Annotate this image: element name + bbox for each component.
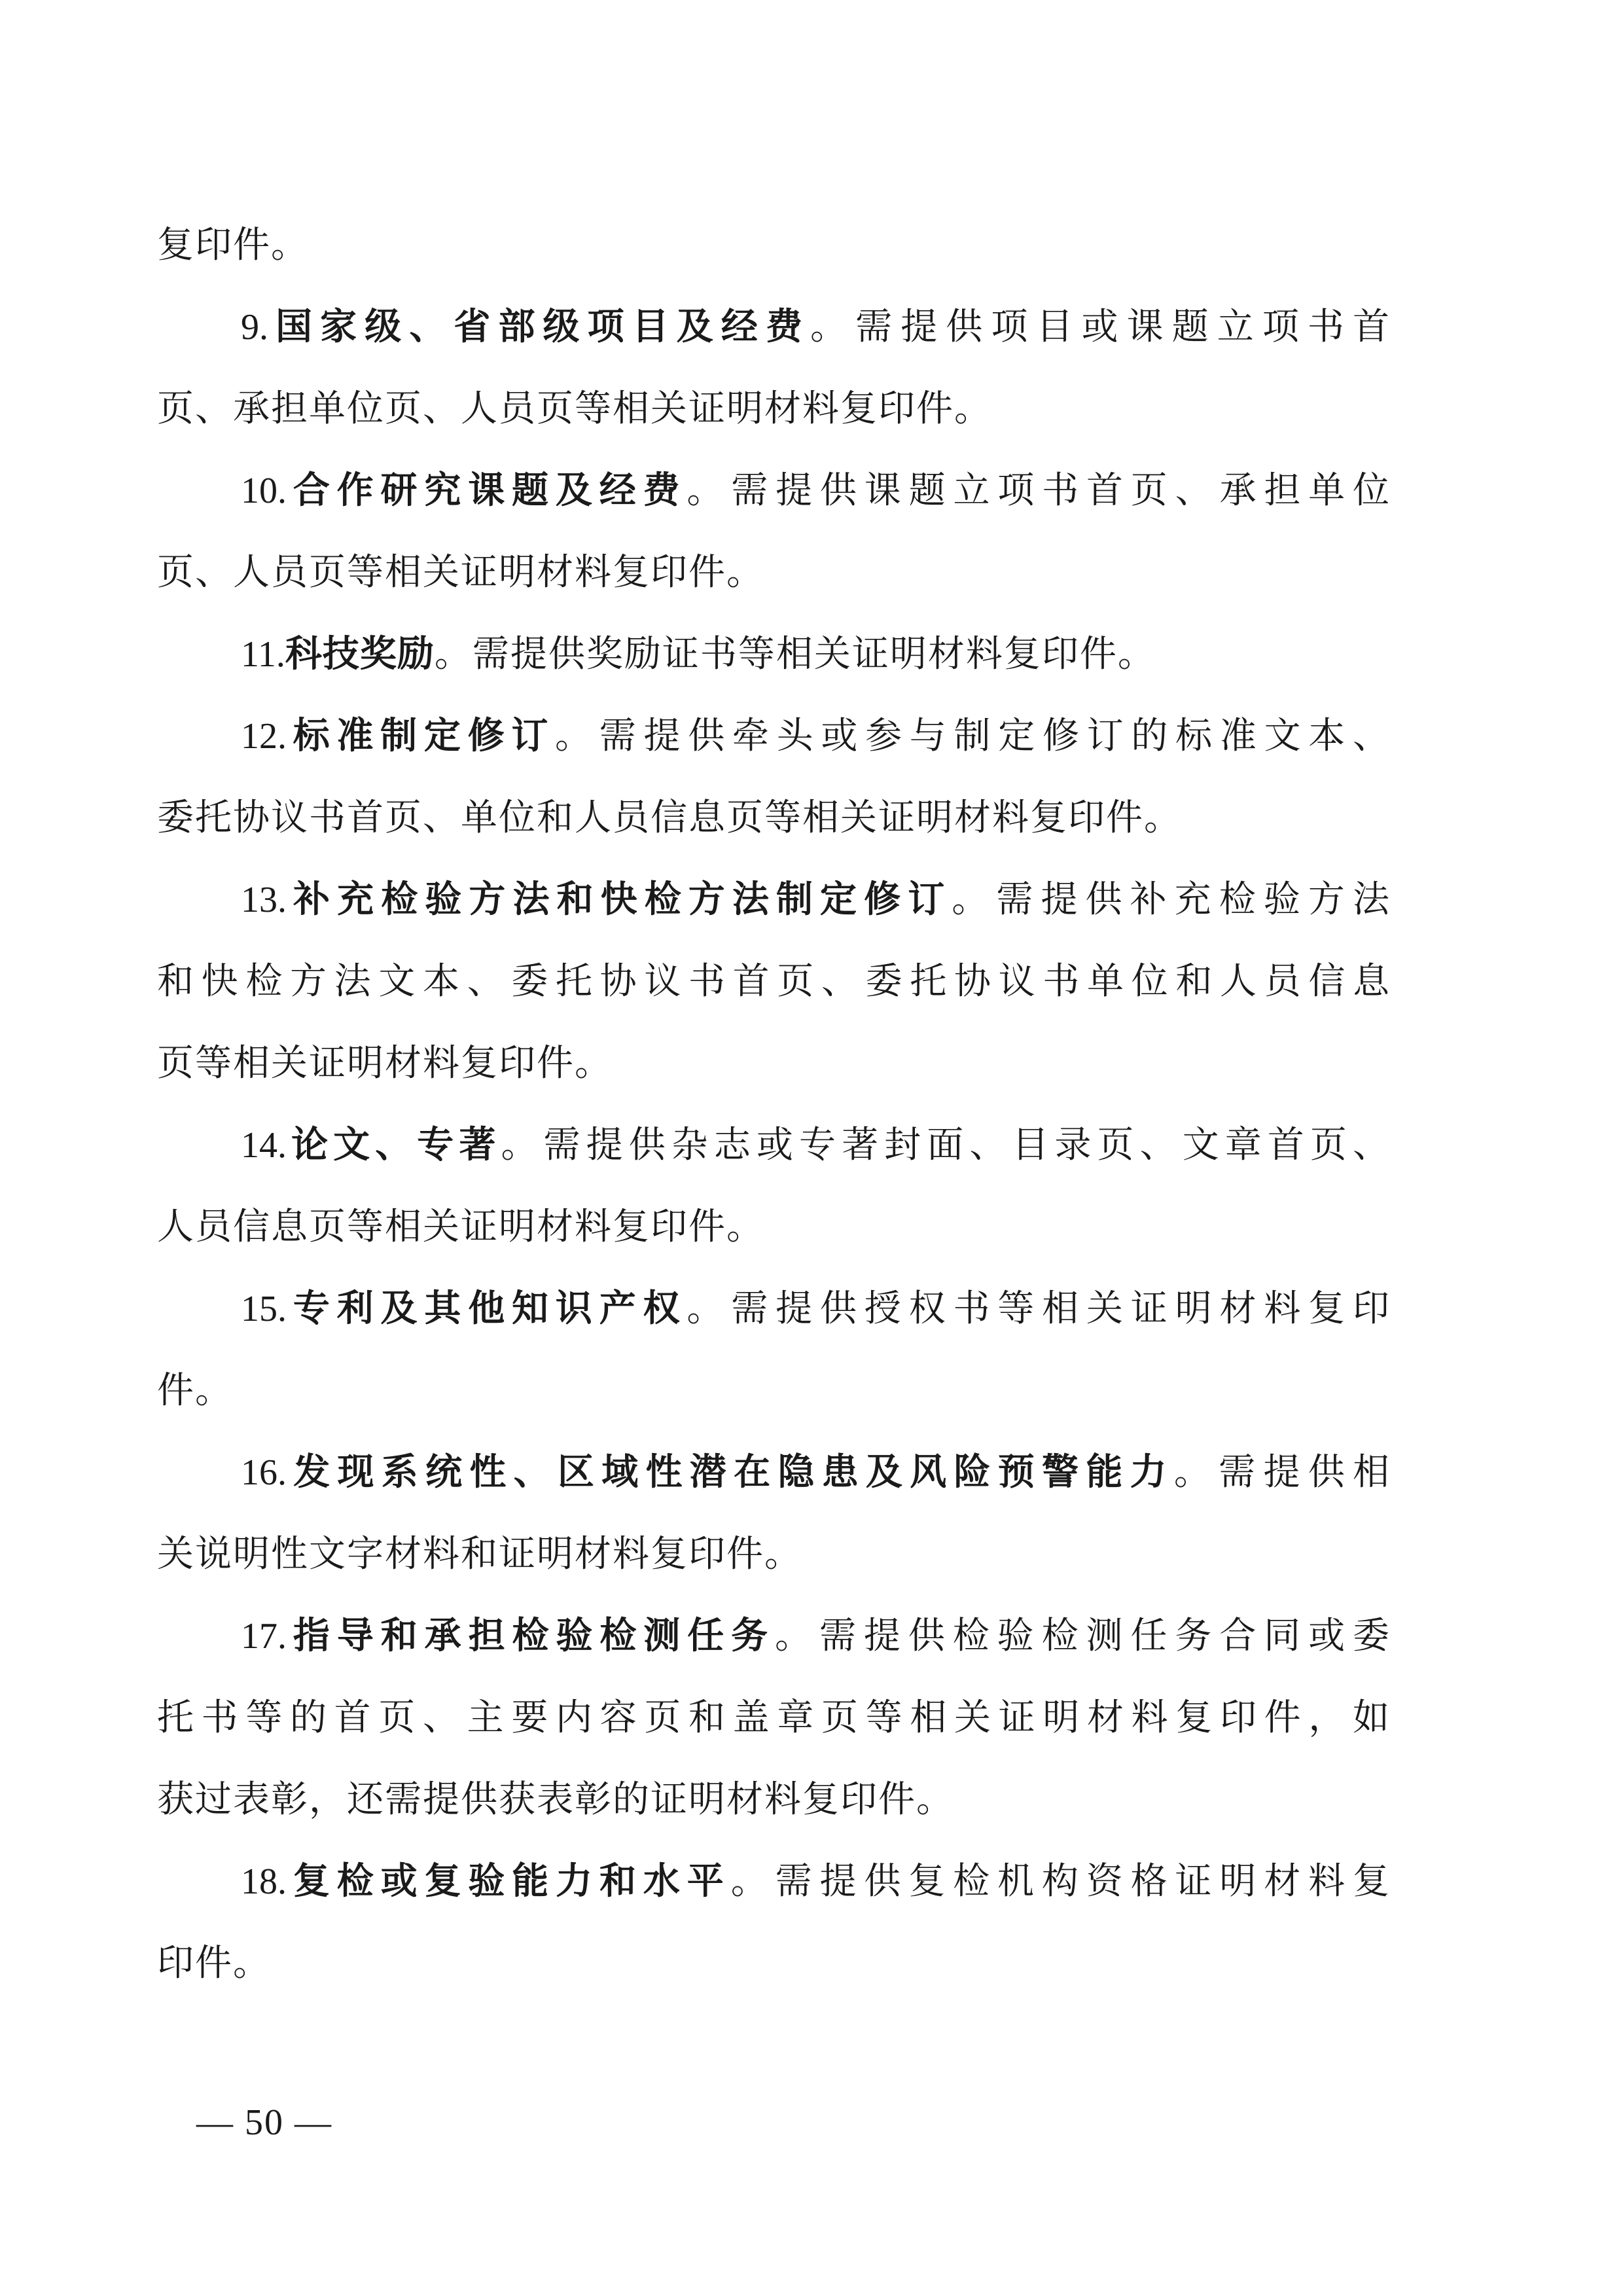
body-text-segment: 。需提供检验检测任务合同或委: [775, 1615, 1391, 1657]
item-heading: 补充检验方法和快检方法制定修订: [287, 878, 952, 921]
text-line: [157, 1268, 1391, 1350]
item-number: 16.: [241, 1452, 287, 1493]
body-text-segment: 。需提供课题立项书首页、承担单位: [687, 469, 1391, 512]
body-text-segment: 。需提供授权书等相关证明材料复印: [687, 1287, 1391, 1330]
text-line: [157, 1186, 1391, 1268]
text-line: [157, 1350, 1391, 1431]
body-text-segment: 委托协议书首页、单位和人员信息页等相关证明材料复印件。: [157, 797, 1182, 839]
text-line: [157, 1022, 1391, 1104]
text-line: [157, 859, 1391, 941]
body-text-segment: 页等相关证明材料复印件。: [157, 1042, 613, 1085]
text-line: [157, 1104, 1391, 1186]
text-line: [157, 1513, 1391, 1595]
text-line: [157, 531, 1391, 613]
body-text-segment: 页、人员页等相关证明材料复印件。: [157, 551, 764, 594]
item-heading: 合作研究课题及经费: [287, 469, 687, 512]
page-number: — 50 —: [196, 2102, 332, 2143]
item-heading: 国家级、省部级项目及经费: [268, 306, 811, 348]
item-number: 18.: [241, 1861, 287, 1902]
body-text-segment: 。需提供奖励证书等相关证明材料复印件。: [434, 633, 1156, 675]
item-number: 12.: [241, 716, 287, 757]
body-text-segment: 印件。: [157, 1942, 271, 1984]
body-text-segment: 。需提供复检机构资格证明材料复: [730, 1860, 1391, 1903]
body-text-segment: 。需提供牵头或参与制定修订的标准文本、: [555, 715, 1391, 757]
text-line: [157, 368, 1391, 450]
body-text-segment: 。需提供项目或课题立项书首: [810, 306, 1391, 348]
text-line: [157, 1677, 1391, 1759]
text-line: [157, 286, 1391, 368]
item-number: 11.: [241, 634, 285, 675]
item-heading: 科技奖励: [285, 633, 435, 675]
text-line: [157, 1759, 1391, 1840]
item-heading: 发现系统性、区域性潜在隐患及风险预警能力: [287, 1451, 1174, 1494]
item-number: 14.: [241, 1125, 287, 1166]
text-line: [157, 204, 1391, 286]
item-number: 9.: [241, 307, 268, 348]
item-heading: 论文、专著: [287, 1124, 501, 1166]
text-line: [157, 1922, 1391, 2004]
text-line: [157, 1595, 1391, 1677]
text-line: [157, 695, 1391, 777]
item-number: 15.: [241, 1289, 287, 1329]
text-line: [157, 941, 1391, 1022]
body-text-segment: 复印件。: [157, 224, 309, 266]
body-text-segment: 。需提供杂志或专著封面、目录页、文章首页、: [501, 1124, 1391, 1166]
item-heading: 复检或复验能力和水平: [287, 1860, 731, 1903]
body-text-segment: 托书等的首页、主要内容页和盖章页等相关证明材料复印件，如: [157, 1696, 1391, 1739]
body-text-segment: 。需提供补充检验方法: [952, 878, 1391, 921]
text-line: [157, 1431, 1391, 1513]
body-text-segment: 人员信息页等相关证明材料复印件。: [157, 1206, 764, 1248]
body-text-segment: 。需提供相: [1173, 1451, 1391, 1494]
item-number: 17.: [241, 1616, 287, 1657]
text-line: [157, 777, 1391, 859]
body-text-segment: 获过表彰，还需提供获表彰的证明材料复印件。: [157, 1778, 954, 1821]
item-number: 13.: [241, 880, 287, 920]
text-line: [157, 613, 1391, 695]
document-body: [157, 204, 1391, 2004]
text-line: [157, 450, 1391, 531]
item-heading: 指导和承担检验检测任务: [287, 1615, 776, 1657]
body-text-segment: 页、承担单位页、人员页等相关证明材料复印件。: [157, 387, 992, 430]
item-heading: 标准制定修订: [287, 715, 556, 757]
body-text-segment: 件。: [157, 1369, 233, 1412]
item-heading: 专利及其他知识产权: [287, 1287, 687, 1330]
text-line: [157, 1840, 1391, 1922]
item-number: 10.: [241, 471, 287, 511]
body-text-segment: 关说明性文字材料和证明材料复印件。: [157, 1533, 802, 1575]
body-text-segment: 和快检方法文本、委托协议书首页、委托协议书单位和人员信息: [157, 960, 1391, 1003]
